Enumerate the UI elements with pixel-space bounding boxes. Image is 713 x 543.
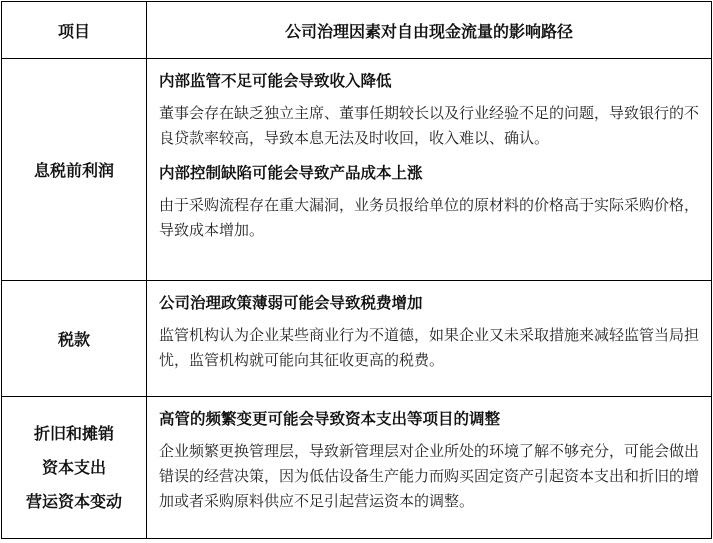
category-cell <box>2 281 147 397</box>
paragraph: 企业频繁更换管理层，导致新管理层对企业所处的环境了解不够充分，可能会做出错误的经营决策，因为低估设备生产能力而购买固定资产引起资本支出和折旧的增加或者采购原料供应不足引起营运资本的调整。 <box>159 442 700 510</box>
table-row <box>2 397 712 539</box>
paragraph: 由于采购流程存在重大漏洞，业务员报给单位的原材料的价格高于实际采购价格，导致成本增加。 <box>159 196 700 239</box>
paragraph: 董事会存在缺乏独立主席、董事任期较长以及行业经验不足的问题，导致银行的不良贷款率较高，导致本息无法及时收回，收入难以、确认。 <box>159 104 700 147</box>
governance-table <box>1 1 712 539</box>
category-label: 营运资本变动 <box>25 491 122 511</box>
content-cell <box>147 397 712 539</box>
table-row <box>2 59 712 281</box>
subheading: 公司治理政策薄弱可能会导致税费增加 <box>159 293 423 312</box>
subheading: 高管的频繁变更可能会导致资本支出等项目的调整 <box>159 409 501 428</box>
header-item: 项目 <box>2 2 147 59</box>
table-header-row <box>2 2 712 59</box>
subheading: 内部控制缺陷可能会导致产品成本上涨 <box>159 163 423 182</box>
category-cell <box>2 59 147 281</box>
category-label: 资本支出 <box>41 457 106 477</box>
category-label: 折旧和摊销 <box>33 423 114 443</box>
content-cell <box>147 281 712 397</box>
table-row <box>2 281 712 397</box>
category-cell <box>2 397 147 539</box>
content-cell <box>147 59 712 281</box>
header-path: 公司治理因素对自由现金流量的影响路径 <box>147 2 712 59</box>
category-label: 税款 <box>57 330 90 349</box>
category-label: 息税前利润 <box>33 161 114 180</box>
subheading: 内部监管不足可能会导致收入降低 <box>159 71 392 90</box>
paragraph: 监管机构认为企业某些商业行为不道德，如果企业又未采取措施来减轻监管当局担忧，监管机构就可能向其征收更高的税费。 <box>159 326 700 369</box>
